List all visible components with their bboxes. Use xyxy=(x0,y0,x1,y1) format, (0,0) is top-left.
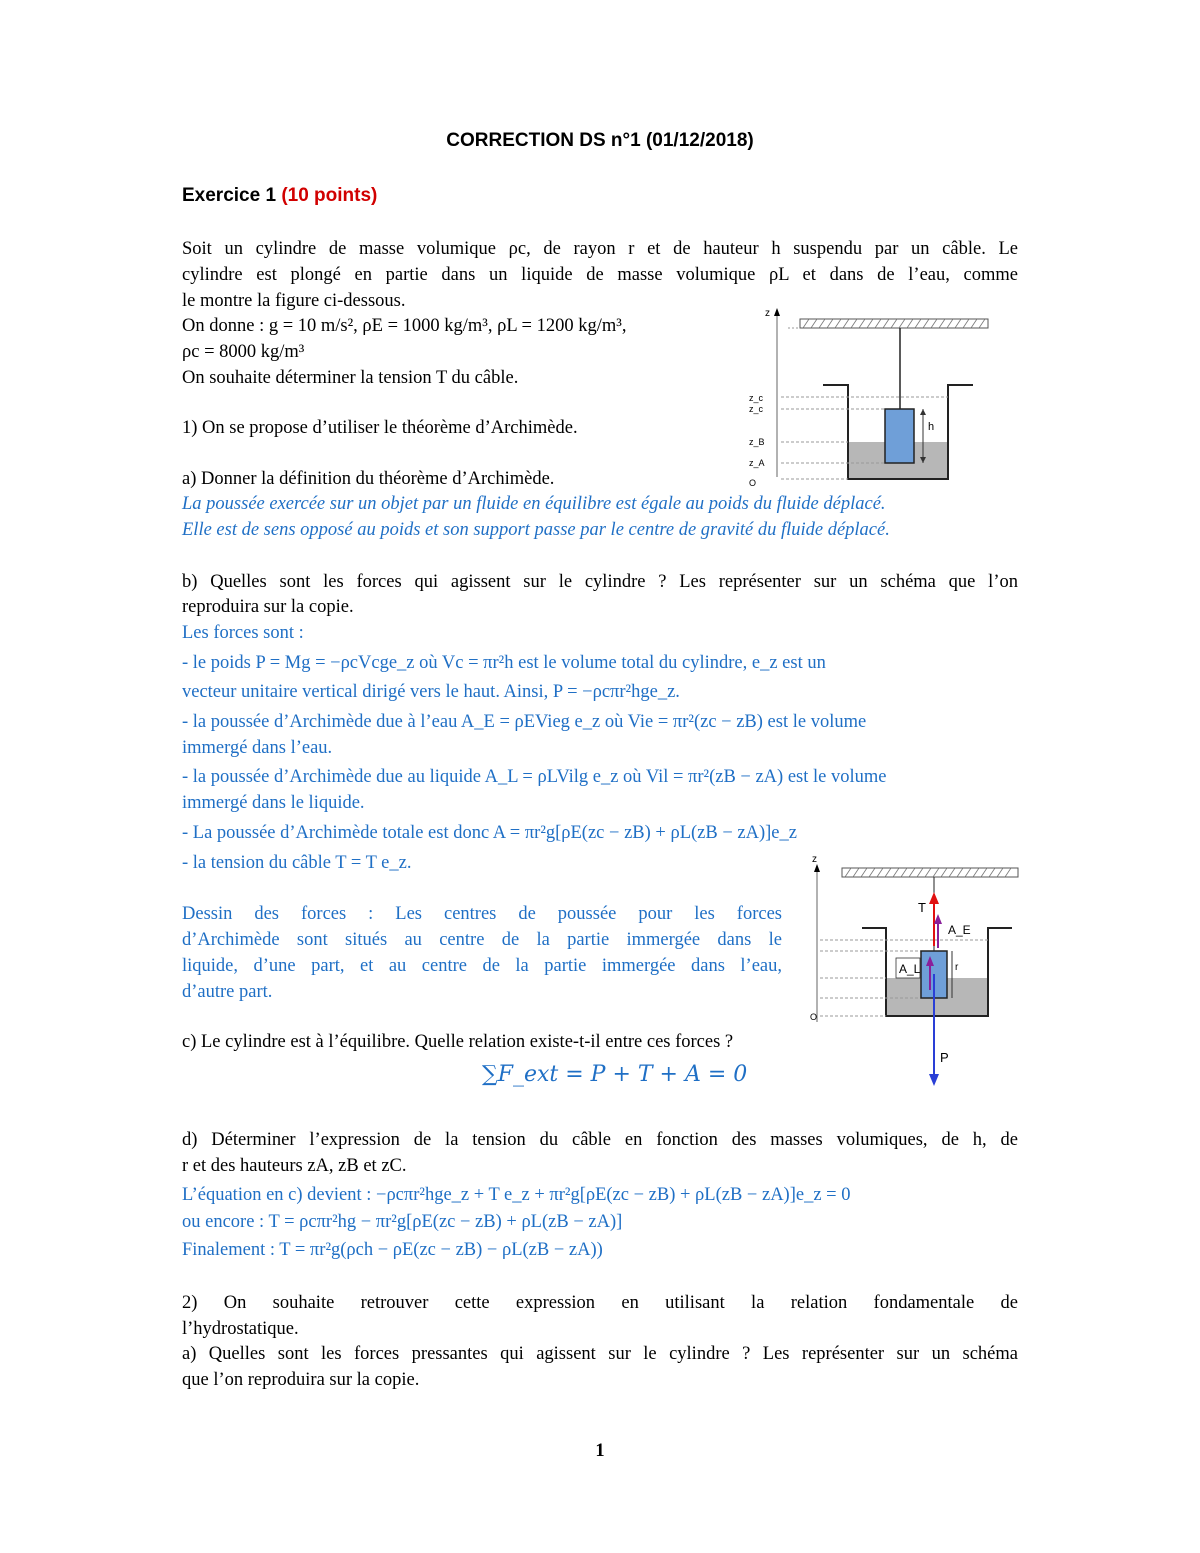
answer-1a-line-2: Elle est de sens opposé au poids et son support passe par le centre de gravité du fluide déplacé. xyxy=(182,520,890,540)
intro-line-1: Soit un cylindre de masse volumique ρc, de rayon r et de hauteur h suspendu par un câble. Le xyxy=(182,239,1018,259)
answer-1b-intro: Les forces sont : xyxy=(182,623,304,643)
answer-1b-liquid-thrust-2: immergé dans le liquide. xyxy=(182,793,365,813)
weight-label: P xyxy=(940,1050,949,1065)
question-2a-line-1: a) Quelles sont les forces pressantes qui agissent sur le cylindre ? Les représenter sur un schéma xyxy=(182,1344,1018,1364)
zb-label: z_B xyxy=(749,437,765,447)
origin-label: O xyxy=(749,478,757,488)
figure-1-cylinder-diagram xyxy=(745,302,995,492)
question-1b-line-2: reproduira sur la copie. xyxy=(182,597,354,617)
question-1d-line-1: d) Déterminer l’expression de la tension du câble en fonction des masses volumiques, de h, de xyxy=(182,1130,1018,1150)
answer-1b-tension: - la tension du câble T = T e_z. xyxy=(182,853,412,873)
page-title: CORRECTION DS n°1 (01/12/2018) xyxy=(446,130,754,151)
answer-1b-total-thrust: - La poussée d’Archimède totale est donc A = πr²g[ρE(zc − zB) + ρL(zB − zA)]e_z xyxy=(182,823,797,843)
question-1b-line-1: b) Quelles sont les forces qui agissent sur le cylindre ? Les représenter sur un schéma que l’on xyxy=(182,572,1018,592)
cylinder xyxy=(885,409,914,463)
drawing-text-4: d’autre part. xyxy=(182,982,273,1002)
question-2-line-2: l’hydrostatique. xyxy=(182,1319,299,1339)
dimension-label: r xyxy=(955,962,959,973)
exercise-heading xyxy=(182,183,377,209)
z-axis-label: z xyxy=(812,854,817,865)
answer-1b-weight: - le poids P = Mg = −ρcVcge_z où Vc = πr²h est le volume total du cylindre, e_z est un xyxy=(182,653,826,673)
z-axis-arrow xyxy=(814,864,820,872)
water-thrust-label: A_E xyxy=(948,923,971,937)
goal-statement: On souhaite déterminer la tension T du câble. xyxy=(182,368,519,388)
given-values-1: On donne : g = 10 m/s², ρE = 1000 kg/m³, ρL = 1200 kg/m³, xyxy=(182,316,627,336)
answer-1b-water-thrust-2: immergé dans l’eau. xyxy=(182,738,333,758)
origin-label: O xyxy=(810,1012,818,1022)
figure-2-force-diagram xyxy=(790,850,1020,1090)
answer-1b-weight-2: vecteur unitaire vertical dirigé vers le haut. Ainsi, P = −ρcπr²hge_z. xyxy=(182,682,680,702)
drawing-text-1: Dessin des forces : Les centres de poussée pour les forces xyxy=(182,904,782,924)
drawing-text-3: liquide, d’une part, et au centre de la partie immergée dans l’eau, xyxy=(182,956,782,976)
tension-label: T xyxy=(918,900,926,915)
question-1a: a) Donner la définition du théorème d’Archimède. xyxy=(182,469,555,489)
answer-1d-line-2: ou encore : T = ρcπr²hg − πr²g[ρE(zc − zB) + ρL(zB − zA)] xyxy=(182,1212,623,1232)
zc-label-2: z_c xyxy=(749,404,764,414)
exercise-label: Exercice 1 xyxy=(182,185,277,206)
zc-label: z_c xyxy=(749,393,764,403)
question-1: 1) On se propose d’utiliser le théorème d’Archimède. xyxy=(182,418,578,438)
answer-1d-line-3: Finalement : T = πr²g(ρch − ρE(zc − zB) − ρL(zB − zA)) xyxy=(182,1240,603,1260)
answer-1a-line-1: La poussée exercée sur un objet par un fluide en équilibre est égale au poids du fluide déplacé. xyxy=(182,494,886,514)
answer-1b-water-thrust: - la poussée d’Archimède due à l’eau A_E = ρEVieg e_z où Vie = πr²(zc − zB) est le volume xyxy=(182,712,867,732)
z-axis-arrow xyxy=(774,308,780,316)
weight-arrowhead xyxy=(929,1074,939,1086)
exercise-points: (10 points) xyxy=(281,185,378,206)
height-arrow-top xyxy=(920,409,926,415)
page-number: 1 xyxy=(595,1441,605,1461)
za-label: z_A xyxy=(749,458,765,468)
intro-line-3: le montre la figure ci-dessous. xyxy=(182,291,406,311)
z-axis-label: z xyxy=(765,308,770,319)
height-label: h xyxy=(928,421,935,433)
answer-1b-liquid-thrust: - la poussée d’Archimède due au liquide A_L = ρLVilg e_z où Vil = πr²(zB − zA) est le volume xyxy=(182,767,887,787)
question-1c: c) Le cylindre est à l’équilibre. Quelle relation existe-t-il entre ces forces ? xyxy=(182,1032,734,1052)
drawing-text-2: d’Archimède sont situés au centre de la partie immergée dans le xyxy=(182,930,782,950)
question-2a-line-2: que l’on reproduira sur la copie. xyxy=(182,1370,420,1390)
given-values-2: ρc = 8000 kg/m³ xyxy=(182,342,305,362)
water-thrust-arrowhead xyxy=(934,914,942,924)
equilibrium-equation: ∑F_ext = P + T + A = 0 xyxy=(482,1062,748,1087)
tension-arrowhead xyxy=(929,892,939,904)
answer-1d-line-1: L’équation en c) devient : −ρcπr²hge_z + T e_z + πr²g[ρE(zc − zB) + ρL(zB − zA)]e_z = 0 xyxy=(182,1185,851,1205)
intro-line-2: cylindre est plongé en partie dans un liquide de masse volumique ρL et dans de l’eau, comme xyxy=(182,265,1018,285)
liquid-thrust-label: A_L xyxy=(899,962,921,976)
question-1d-line-2: r et des hauteurs zA, zB et zC. xyxy=(182,1156,407,1176)
question-2-line-1: 2) On souhaite retrouver cette expression en utilisant la relation fondamentale de xyxy=(182,1293,1018,1313)
